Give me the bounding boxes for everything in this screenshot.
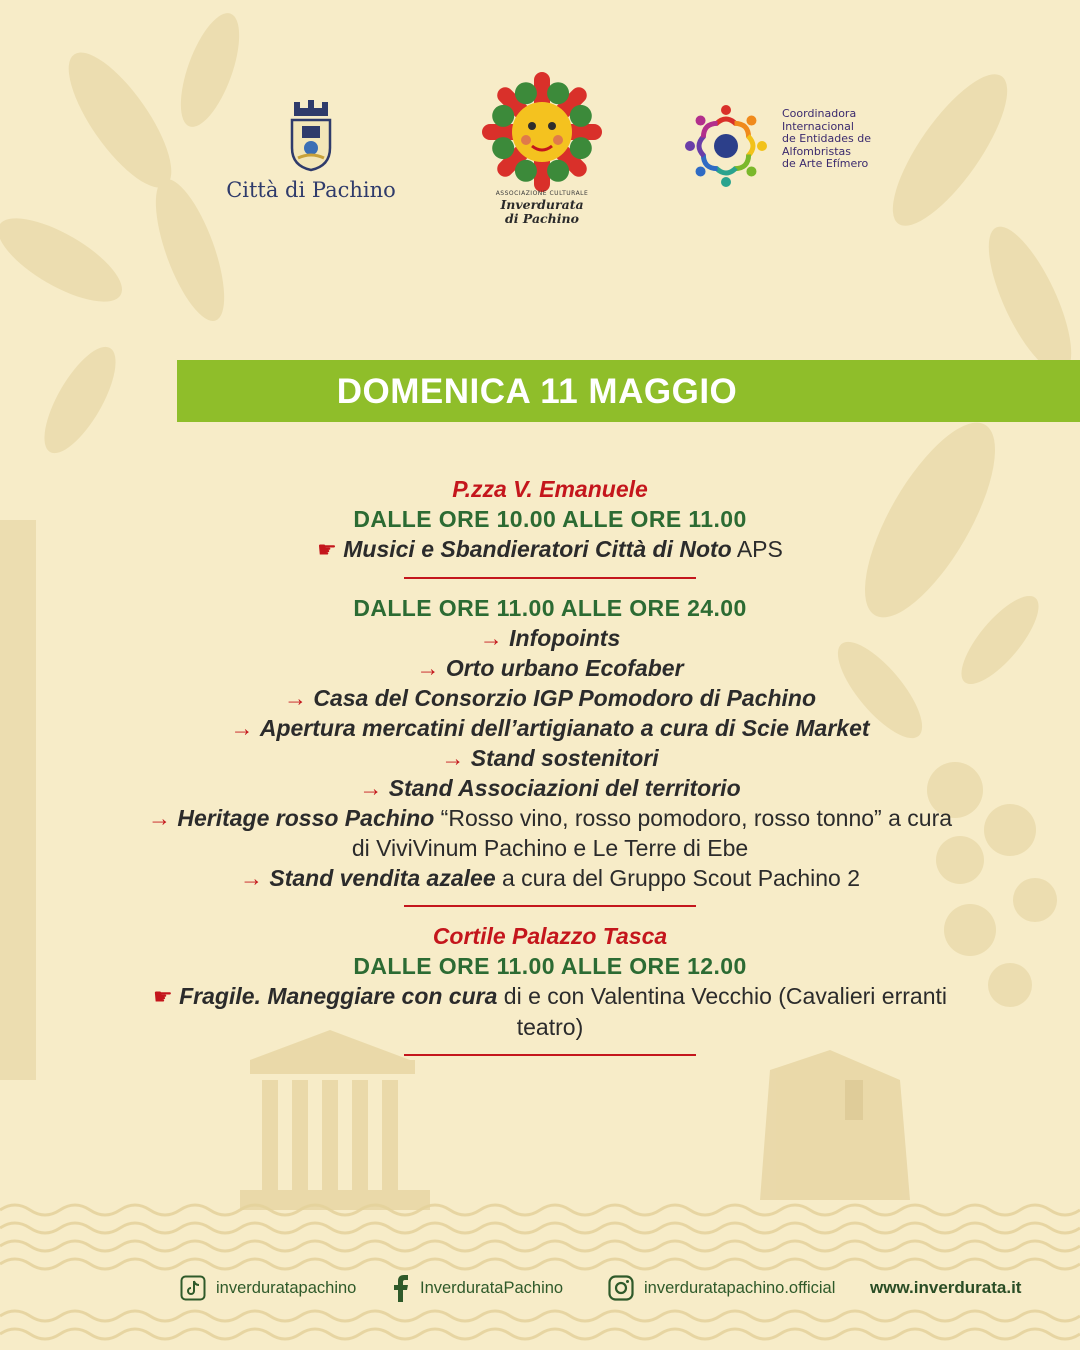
website-link[interactable]: www.inverdurata.it <box>870 1278 1022 1297</box>
item-detail: di e con Valentina Vecchio (Cavalieri erranti teatro) <box>497 983 947 1040</box>
arrow-right-icon: → <box>479 625 503 651</box>
section-all-day <box>140 593 960 907</box>
date-banner <box>177 360 1080 422</box>
program-item <box>140 743 960 773</box>
section-palazzo-tasca <box>140 921 960 1056</box>
city-of-pachino-logo <box>226 100 396 210</box>
people-circle-icon <box>676 96 776 196</box>
program-item <box>140 981 960 1042</box>
program-item <box>140 863 960 893</box>
arrow-right-icon: → <box>239 865 263 891</box>
facebook-handle: InverdurataPachino <box>420 1278 564 1297</box>
item-title: Casa del Consorzio IGP Pomodoro di Pachino <box>313 685 817 711</box>
city-logo-text: Città di Pachino <box>226 178 396 202</box>
arrow-right-icon: → <box>441 745 465 771</box>
city-crest-icon <box>288 100 334 172</box>
item-detail: a cura del Gruppo Scout Pachino 2 <box>495 865 861 891</box>
program-item <box>140 653 960 683</box>
item-title: Fragile. Maneggiare con cura <box>179 983 498 1009</box>
facebook-link[interactable] <box>392 1272 563 1304</box>
instagram-handle: inverduratapachino.official <box>644 1278 836 1297</box>
instagram-link[interactable] <box>608 1272 835 1304</box>
section-divider <box>404 577 696 579</box>
venue-title: Cortile Palazzo Tasca <box>432 923 668 949</box>
event-date: DOMENICA 11 MAGGIO <box>336 372 738 411</box>
time-range: DALLE ORE 11.00 ALLE ORE 24.00 <box>353 595 747 621</box>
item-detail: APS <box>731 536 783 562</box>
time-range: DALLE ORE 11.00 ALLE ORE 12.00 <box>353 953 747 979</box>
section-piazza <box>140 474 960 579</box>
arrow-right-icon: → <box>283 685 307 711</box>
tiktok-link[interactable] <box>180 1272 356 1304</box>
program-schedule <box>140 474 960 1070</box>
time-range: DALLE ORE 10.00 ALLE ORE 11.00 <box>353 506 747 532</box>
arrow-right-icon: → <box>416 655 440 681</box>
item-title: Musici e Sbandieratori Città di Noto <box>343 536 732 562</box>
program-item <box>140 803 960 863</box>
arrow-right-icon: → <box>147 805 171 831</box>
social-footer <box>180 1272 1040 1304</box>
instagram-icon <box>608 1275 634 1301</box>
inverdurata-caption: ASSOCIAZIONE CULTURALE <box>495 190 589 197</box>
item-detail: “Rosso vino, rosso pomodoro, rosso tonno” a cura di ViviVinum Pachino e Le Terre di Ebe <box>351 805 953 861</box>
arrow-right-icon: → <box>230 715 254 741</box>
item-title: Heritage rosso Pachino <box>177 805 435 831</box>
section-divider <box>404 905 696 907</box>
item-title: Stand Associazioni del territorio <box>388 775 741 801</box>
facebook-icon <box>392 1274 410 1302</box>
venue-title: P.zza V. Emanuele <box>452 476 648 502</box>
item-title: Orto urbano Ecofaber <box>445 655 684 681</box>
inverdurata-name: Inverdurata di Pachino <box>500 197 584 226</box>
program-item <box>140 713 960 743</box>
item-title: Stand sostenitori <box>470 745 659 771</box>
section-divider <box>404 1054 696 1056</box>
program-item <box>140 773 960 803</box>
program-item <box>140 683 960 713</box>
item-title: Stand vendita azalee <box>269 865 496 891</box>
pointing-hand-icon: ☛ <box>153 984 173 1009</box>
coordinadora-text: Coordinadora Internacional de Entidades de Alfombristas de Arte Efímero <box>782 107 871 170</box>
sun-mosaic-icon <box>474 72 610 192</box>
coordinadora-logo <box>676 96 876 196</box>
inverdurata-logo <box>474 72 610 240</box>
arrow-right-icon: → <box>359 775 383 801</box>
tiktok-icon <box>180 1275 206 1301</box>
item-title: Apertura mercatini dell’artigianato a cura di Scie Market <box>259 715 870 741</box>
tiktok-handle: inverduratapachino <box>216 1278 357 1297</box>
program-item <box>140 534 960 565</box>
pointing-hand-icon: ☛ <box>317 537 337 562</box>
program-item <box>140 623 960 653</box>
item-title: Infopoints <box>509 625 621 651</box>
